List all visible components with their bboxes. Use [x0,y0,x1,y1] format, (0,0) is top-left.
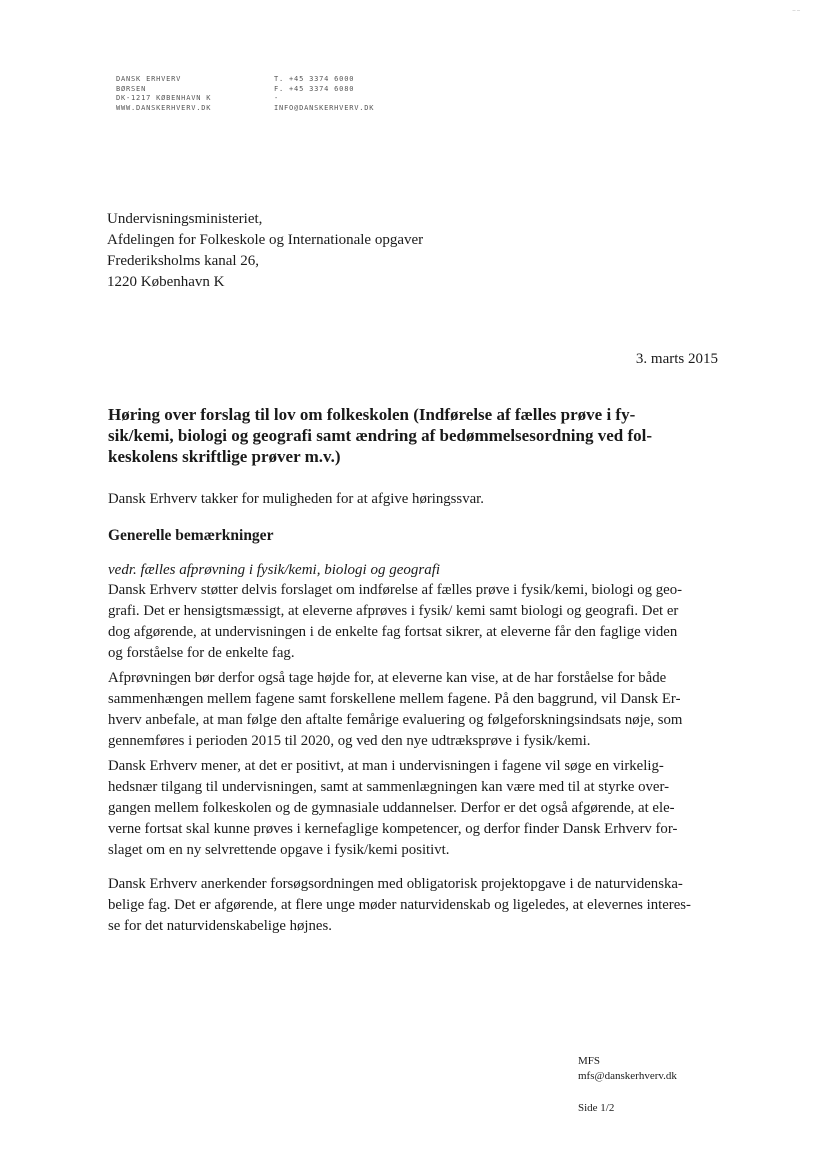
paragraph-line: hverv anbefale, at man følge den aftalte femårige evaluering og følgeforskningsindsats nøje, som [108,712,683,728]
title-line: keskolens skriftlige prøver m.v.) [108,447,341,466]
paragraph-line: slaget om en ny selvrettende opgave i fysik/kemi positivt. [108,842,450,858]
recipient-line: Afdelingen for Folkeskole og Internationale opgaver [107,232,424,248]
paragraph-line: grafi. Det er hensigtsmæssigt, at eleverne afprøves i fysik/ kemi samt biologi og geografi. Det er [108,603,679,619]
recipient-address [107,209,423,293]
corner-mark: – – [792,8,800,14]
letterhead-contact-line: - [274,94,280,102]
paragraph-line: Dansk Erhverv mener, at det er positivt, at man i undervisningen i fagene vil søge en virkelig- [108,758,664,774]
paragraph-line: og forståelse for de enkelte fag. [108,645,295,661]
letterhead-org-line: DK-1217 KØBENHAVN K [116,94,212,102]
letterhead-org-line: DANSK ERHVERV [116,75,182,83]
paragraph-line: verne fortsat skal kunne prøves i kernefaglige kompetencer, og derfor finder Dansk Erhverv for- [108,821,678,837]
paragraph-1 [108,580,724,664]
letterhead-org-line: BØRSEN [116,84,147,93]
paragraph-line: gangen mellem folkeskolen og de gymnasiale uddannelser. Derfor er det også afgørende, at ele- [108,800,675,816]
section-heading: Generelle bemærkninger [108,527,274,544]
paragraph-line: gennemføres i perioden 2015 til 2020, og ved den nye udtræksprøve i fysik/kemi. [108,733,591,749]
letterhead-contact-line: INFO@DANSKERHVERV.DK [274,103,375,112]
paragraph-2 [108,668,724,752]
paragraph-line: Dansk Erhverv støtter delvis forslaget om indførelse af fælles prøve i fysik/kemi, biologi og geo- [108,582,683,598]
letterhead-org [116,75,211,113]
recipient-line: Undervisningsministeriet, [107,211,263,227]
letterhead-contact-line: T. +45 3374 6000 [274,75,355,83]
paragraph-4 [108,874,724,937]
page-number: Side 1/2 [578,1102,615,1114]
recipient-line: Frederiksholms kanal 26, [107,253,260,269]
paragraph-line: hedsnær tilgang til undervisningen, samt at sammenlægningen kan være med til at styrke over- [108,779,670,795]
recipient-line: 1220 København K [107,274,225,290]
paragraph-line: dog afgørende, at undervisningen i de enkelte fag fortsat sikrer, at eleverne får den faglige viden [108,624,678,640]
letterhead-org-line: WWW.DANSKERHVERV.DK [116,103,212,112]
paragraph-line: belige fag. Det er afgørende, at flere unge møder naturvidenskab og ligeledes, at elevernes interes- [108,897,691,913]
title-line: Høring over forslag til lov om folkeskolen (Indførelse af fælles prøve i fy- [108,405,636,424]
paragraph-line: Afprøvningen bør derfor også tage højde for, at eleverne kan vise, at de har forståelse for både [108,670,667,686]
letterhead-contact-line: F. +45 3374 6080 [274,84,355,93]
intro-paragraph: Dansk Erhverv takker for muligheden for at afgive høringssvar. [108,491,484,507]
letter-title [108,404,720,467]
subheading: vedr. fælles afprøvning i fysik/kemi, biologi og geografi [108,562,441,578]
paragraph-line: sammenhængen mellem fagene samt forskellene mellem fagene. På den baggrund, vil Dansk Er- [108,691,681,707]
paragraph-line: Dansk Erhverv anerkender forsøgsordningen med obligatorisk projektopgave i de naturvidenska- [108,876,683,892]
sender-initials: MFS [578,1055,601,1067]
title-line: sik/kemi, biologi og geografi samt ændring af bedømmelsesordning ved fol- [108,426,653,445]
letter-date: 3. marts 2015 [635,351,718,367]
paragraph-line: se for det naturvidenskabelige højnes. [108,918,332,934]
paragraph-3 [108,756,724,861]
letterhead-contact [274,75,374,113]
sender-email: mfs@danskerhverv.dk [578,1070,677,1082]
